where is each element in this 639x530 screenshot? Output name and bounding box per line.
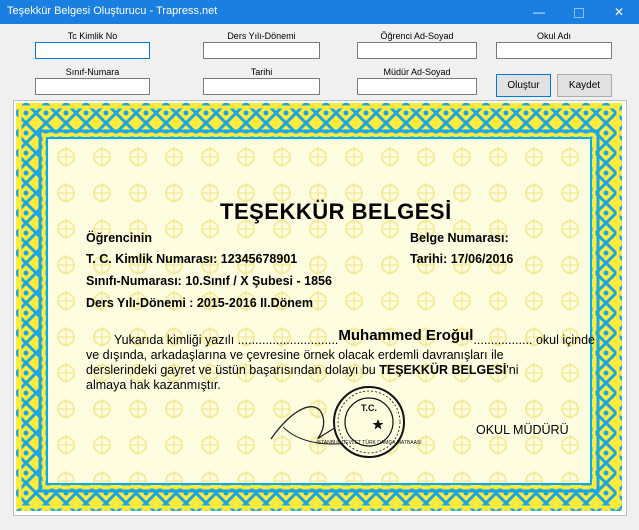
sinif-line (86, 274, 332, 288)
certificate-picture-box (13, 100, 627, 516)
student-name: Muhammed Eroğul (338, 327, 474, 344)
minimize-icon: — (533, 5, 545, 19)
maximize-button[interactable] (559, 0, 599, 24)
tc-line: T. C. Kimlik Numarası: 12345678901 (86, 252, 298, 266)
sinif-input[interactable] (35, 78, 150, 95)
ogrenci-input[interactable] (357, 42, 477, 59)
label-tc: Tc Kimlik No (67, 31, 118, 41)
maximize-icon (574, 8, 584, 18)
sinif-label: Sınıfı-Numarası: (86, 274, 182, 288)
para-line-1 (86, 327, 596, 348)
label-sinif: Sınıf-Numara (65, 67, 120, 77)
certificate-paragraph (86, 327, 596, 393)
para-line-3b: TEŞEKKÜR BELGESİ (379, 363, 507, 377)
para-line-4: almaya hak kazanmıştır. (86, 378, 221, 392)
seal-top-text: T.C. (360, 403, 378, 413)
olustur-button[interactable]: Oluştur (496, 74, 551, 97)
tc-input[interactable] (35, 42, 150, 59)
certificate (16, 103, 622, 511)
ders-yili-input[interactable] (203, 42, 320, 59)
dots-right: ................. (473, 333, 533, 347)
okul-input[interactable] (496, 42, 612, 59)
belge-no: Belge Numarası: (410, 231, 509, 245)
okul-muduru: OKUL MÜDÜRÜ (476, 423, 569, 437)
ders-line: Ders Yılı-Dönemi : 2015-2016 II.Dönem (86, 296, 313, 310)
label-tarih: Tarihi (250, 67, 273, 77)
status-strip (0, 516, 639, 530)
close-button[interactable] (599, 0, 639, 24)
minimize-button[interactable] (519, 0, 559, 24)
para-line-3c: 'ni (506, 363, 519, 377)
para-line-3a: derslerindeki gayret ve üstün başarısından dolayı bu (86, 363, 376, 377)
official-seal (316, 385, 422, 459)
close-icon: ✕ (613, 5, 625, 19)
mudur-input[interactable] (357, 78, 477, 95)
tarih-line: Tarihi: 17/06/2016 (410, 252, 514, 266)
title-bar (0, 0, 639, 24)
label-okul: Okul Adı (536, 31, 572, 41)
ogrencinin-label: Öğrencinin (86, 231, 152, 245)
para-okul: okul içinde (535, 333, 596, 347)
label-mudur: Müdür Ad-Soyad (383, 67, 451, 77)
sinif-value: 10.Sınıf / X Şubesi - 1856 (185, 274, 332, 288)
certificate-heading: TEŞEKKÜR BELGESİ (220, 199, 452, 224)
kaydet-button[interactable]: Kaydet (557, 74, 612, 97)
para-line-3 (86, 363, 556, 378)
para-start: Yukarıda kimliği yazılı (114, 333, 235, 347)
window-title: Teşekkür Belgesi Oluşturucu - Trapress.net (7, 5, 218, 17)
dots-left: ............................. (237, 333, 339, 347)
tarih-input[interactable] (203, 78, 320, 95)
label-ders-yili: Ders Yılı-Dönemi (227, 31, 296, 41)
para-line-2: ve dışında, arkadaşlarına ve çevresine örnek olacak erdemli davranışları ile (86, 348, 504, 362)
label-ogrenci: Öğrenci Ad-Soyad (380, 31, 454, 41)
certificate-body (46, 137, 596, 485)
seal-ring-text: İSTANBUL DEVLET TÜRK DAMGA MATBAASI (316, 440, 422, 446)
